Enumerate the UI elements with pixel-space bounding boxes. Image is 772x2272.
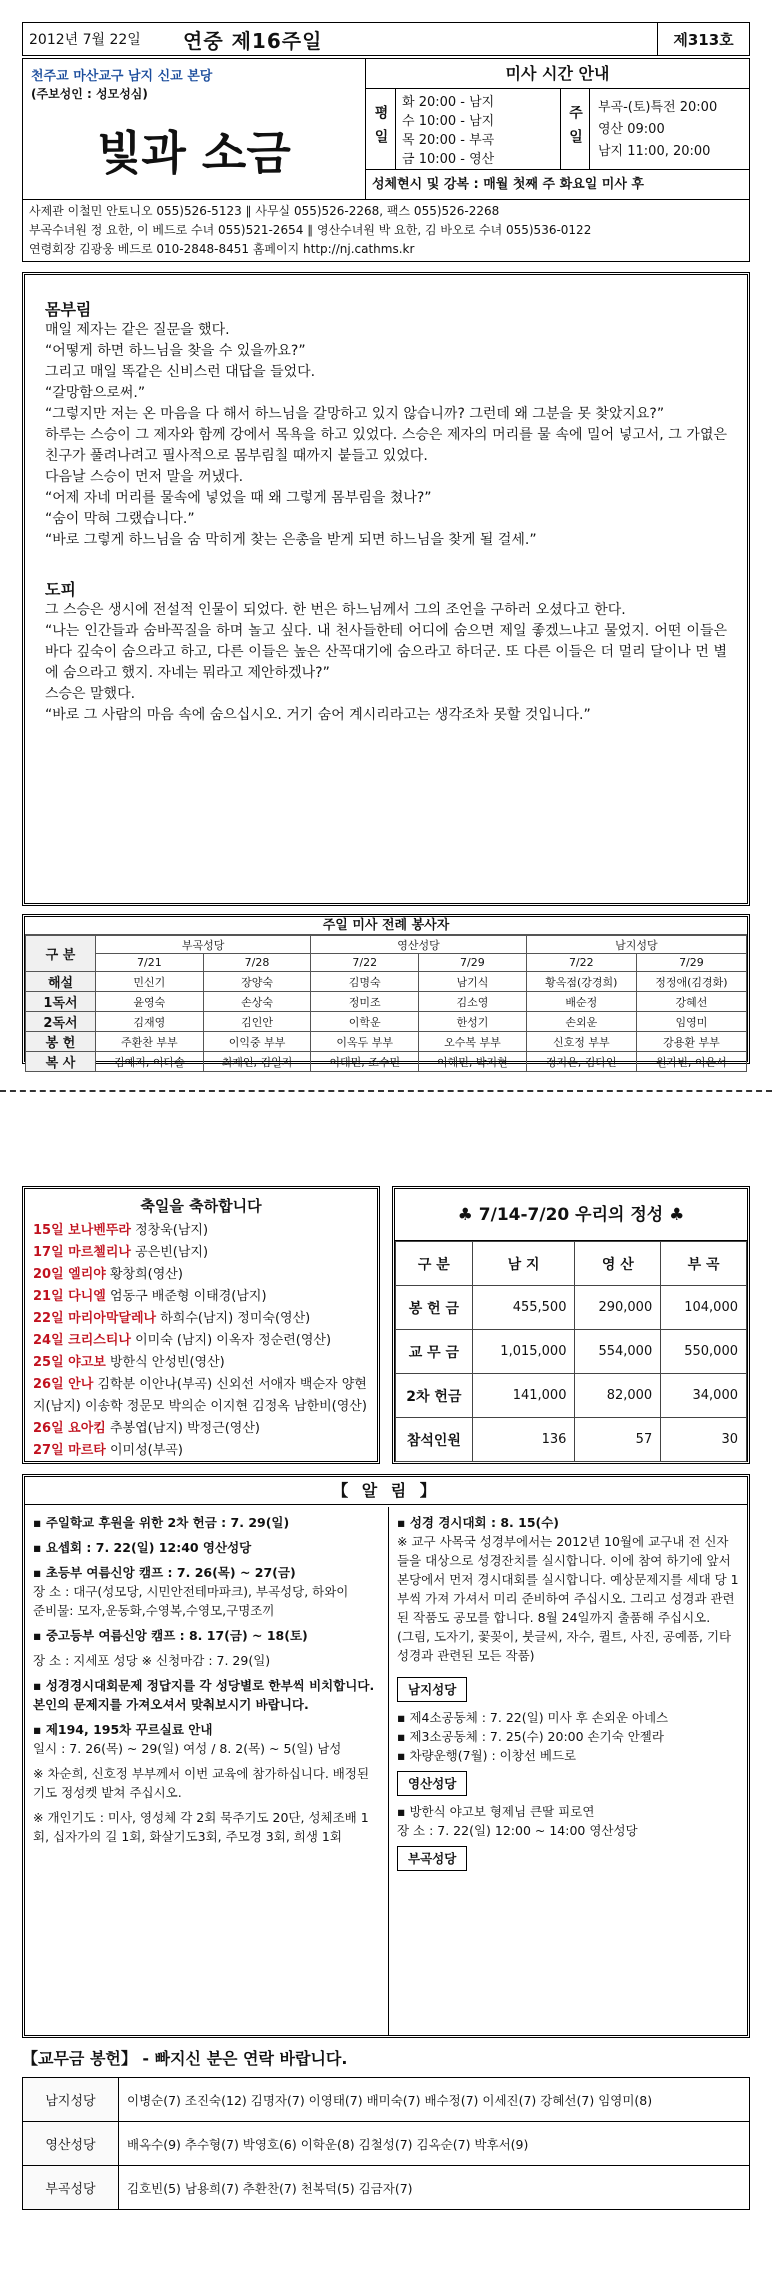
row-label: 교 무 금 xyxy=(396,1330,473,1374)
server-cell: 최재인, 김일지 xyxy=(203,1052,311,1072)
offering-value: 136 xyxy=(472,1418,575,1462)
feast-names: 추봉엽(남지) 박정근(영산) xyxy=(110,1421,260,1436)
feast-names: 방한식 안성빈(영산) xyxy=(110,1355,225,1370)
table-row xyxy=(23,2166,750,2210)
liturgy-servers xyxy=(22,914,750,1071)
announcements-right xyxy=(389,1507,747,2035)
row-label: 봉 헌 xyxy=(26,1032,96,1052)
tithe-names: 배옥수(9) 추수형(7) 박영호(6) 이학운(8) 김철성(7) 김옥순(7) 박후서(9) xyxy=(119,2122,750,2166)
feast-names: 김학분 이안나(부곡) 신외선 서애자 백순자 양현지(남지) 이송학 정문모 박의순 이지현 김정옥 남한비(영산) xyxy=(33,1377,367,1414)
weekday-mass: 금 10:00 - 영산 xyxy=(402,152,495,167)
story-line: 그리고 매일 똑같은 신비스런 대답을 들었다. xyxy=(45,364,316,380)
sunday-label: 주일 xyxy=(560,89,590,169)
parish-header: 영산성당 xyxy=(311,936,526,954)
notice-item: ※ 개인기도 : 미사, 영성체 각 2회 묵주기도 20단, 성체조배 1회, 십자가의 길 1회, 화살기도3회, 주모경 3회, 희생 1회 xyxy=(33,1810,369,1844)
offering-header: 부 곡 xyxy=(661,1242,747,1286)
notice-item: (그림, 도자기, 꽃꽂이, 붓글씨, 자수, 퀼트, 사진, 공예품, 기타 성경과 관련된 모든 작품) xyxy=(397,1629,732,1663)
servers-title: 주일 미사 전례 봉사자 xyxy=(25,917,747,935)
row-label: 2차 헌금 xyxy=(396,1374,473,1418)
offering-value: 1,015,000 xyxy=(472,1330,575,1374)
parish-header: 부곡성당 xyxy=(96,936,311,954)
feast-day: 17일 마르첼리나 xyxy=(33,1245,131,1260)
contact-line: 사제관 이철민 안토니오 055)526-5123 ∥ 사무실 055)526-2268, 팩스 055)526-2268 xyxy=(29,204,500,218)
weekday-mass: 화 20:00 - 남지 xyxy=(402,95,495,110)
offering-header: 구 분 xyxy=(396,1242,473,1286)
notice-item: ▪ 주일학교 후원을 위한 2차 헌금 : 7. 29(일) xyxy=(33,1515,290,1530)
server-cell: 황옥점(강경희) xyxy=(526,972,636,992)
row-label: 복 사 xyxy=(26,1052,96,1072)
notice-item: 준비물: 모자,운동화,수영복,수영모,구명조끼 xyxy=(33,1603,275,1618)
row-label: 참석인원 xyxy=(396,1418,473,1462)
server-cell: 손외운 xyxy=(526,1012,636,1032)
server-cell: 김소영 xyxy=(419,992,527,1012)
table-row xyxy=(396,1286,747,1330)
notice-item: ▪ 초등부 여름신앙 캠프 : 7. 26(목) ~ 27(금) xyxy=(33,1565,296,1580)
servers-table xyxy=(25,935,747,1072)
story-line: “숨이 막혀 그랬습니다.” xyxy=(45,511,195,527)
row-label: 영산성당 xyxy=(23,2122,119,2166)
row-label: 해설 xyxy=(26,972,96,992)
notice-item: ▪ 제194, 195차 꾸르실료 안내 xyxy=(33,1722,213,1737)
feast-names: 하희수(남지) 정미숙(영산) xyxy=(160,1311,311,1326)
sunday-mass: 영산 09:00 xyxy=(598,122,665,137)
server-cell: 오수복 부부 xyxy=(419,1032,527,1052)
notice-item: ▪ 제3소공동체 : 7. 25(수) 20:00 손기숙 안젤라 xyxy=(397,1729,664,1744)
server-cell: 주환찬 부부 xyxy=(96,1032,204,1052)
bulletin-page-1 xyxy=(22,22,750,1070)
contact-line: 부곡수녀원 정 요한, 이 베드로 수녀 055)521-2654 ∥ 영산수녀원 박 요한, 김 바오로 수녀 055)536-0122 xyxy=(29,223,592,237)
list-item xyxy=(33,1418,369,1440)
offering-table xyxy=(395,1241,747,1462)
offering-value: 82,000 xyxy=(575,1374,661,1418)
story-line: 다음날 스승이 먼저 말을 꺼냈다. xyxy=(45,469,244,485)
server-cell: 김예지, 이다솔 xyxy=(96,1052,204,1072)
feast-names: 황창희(영산) xyxy=(110,1267,183,1282)
notice-item: ▪ 차량운행(7월) : 이창선 베드로 xyxy=(397,1748,577,1763)
servers-col-label: 구 분 xyxy=(26,936,96,972)
mass-times-title: 미사 시간 안내 xyxy=(366,59,749,89)
contact-info xyxy=(22,200,750,262)
server-cell: 임영미 xyxy=(636,1012,746,1032)
weekday-label: 평일 xyxy=(366,89,396,169)
tithe-table xyxy=(22,2077,750,2210)
section-namji: 남지성당 xyxy=(397,1677,467,1702)
notice-item: ▪ 성경경시대회문제 정답지를 각 성당별로 한부씩 비치합니다. 본인의 문제지를 가져오셔서 맞춰보시기 바랍니다. xyxy=(33,1678,375,1712)
brand-block xyxy=(23,59,365,199)
offering-value: 57 xyxy=(575,1418,661,1462)
page-divider xyxy=(0,1090,772,1092)
server-cell: 민신기 xyxy=(96,972,204,992)
feast-title: 축일을 축하합니다 xyxy=(140,1197,262,1215)
server-cell: 이해민, 박지현 xyxy=(419,1052,527,1072)
offering-value: 554,000 xyxy=(575,1330,661,1374)
announcements-box xyxy=(22,1474,750,2038)
sunday-list xyxy=(598,97,717,163)
bulletin-page-2 xyxy=(22,1186,750,2256)
notice-item: ※ 차순희, 신호정 부부께서 이번 교육에 참가하십니다. 배정된 기도 정성켓 밭쳐 주십시오. xyxy=(33,1766,370,1800)
notice-item: 일시 : 7. 26(목) ~ 29(일) 여성 / 8. 2(목) ~ 5(일) 남성 xyxy=(33,1741,342,1756)
contact-line: 연령회장 김광웅 베드로 010-2848-8451 홈페이지 http://nj.cathms.kr xyxy=(29,242,415,256)
story-line: 스승은 말했다. xyxy=(45,686,136,702)
server-cell: 이옥두 부부 xyxy=(311,1032,419,1052)
offering-value: 141,000 xyxy=(472,1374,575,1418)
offering-header: 남 지 xyxy=(472,1242,575,1286)
row-label: 봉 헌 금 xyxy=(396,1286,473,1330)
notice-item: ▪ 요셉회 : 7. 22(일) 12:40 영산성당 xyxy=(33,1540,252,1555)
announcements-title: 【 알 림 】 xyxy=(25,1477,747,1505)
feast-day: 21일 다니엘 xyxy=(33,1289,106,1304)
tithe-names: 김호빈(5) 남용희(7) 추환찬(7) 천복덕(5) 김금자(7) xyxy=(119,2166,750,2210)
parish-header: 남지성당 xyxy=(526,936,746,954)
story-title: 몸부림 xyxy=(45,300,92,319)
reflection-box xyxy=(22,272,750,906)
server-cell: 이태민, 조수민 xyxy=(311,1052,419,1072)
adoration-note: 성체현시 및 강복 : 매월 첫째 주 화요일 미사 후 xyxy=(366,169,750,199)
server-cell: 정정애(김경화) xyxy=(636,972,746,992)
server-cell: 윤영숙 xyxy=(96,992,204,1012)
server-cell: 정미조 xyxy=(311,992,419,1012)
issue-bar xyxy=(22,22,750,56)
table-row xyxy=(396,1374,747,1418)
feast-day: 27일 마르타 xyxy=(33,1443,106,1458)
bulletin-title: 빛과 소금 xyxy=(97,126,291,180)
patron-saint: (주보성인 : 성모성심) xyxy=(31,87,148,101)
issue-number: 제313호 xyxy=(657,23,749,55)
offering-value: 290,000 xyxy=(575,1286,661,1330)
offering-header: 영 산 xyxy=(575,1242,661,1286)
row-label: 2독서 xyxy=(26,1012,96,1032)
list-item xyxy=(33,1352,369,1374)
offering-value: 34,000 xyxy=(661,1374,747,1418)
list-item xyxy=(33,1264,369,1286)
feast-names: 엄동구 배준형 이태경(남지) xyxy=(110,1289,267,1304)
story-line: “어떻게 하면 하느님을 찾을 수 있을까요?” xyxy=(45,343,306,359)
date-header: 7/28 xyxy=(203,954,311,972)
row-label: 1독서 xyxy=(26,992,96,1012)
feast-names: 이미성(부곡) xyxy=(110,1443,183,1458)
issue-date: 2012년 7월 22일 xyxy=(29,32,141,48)
list-item xyxy=(33,1440,369,1462)
table-row xyxy=(26,1012,747,1032)
server-cell: 한성기 xyxy=(419,1012,527,1032)
server-cell: 이학운 xyxy=(311,1012,419,1032)
offering-value: 455,500 xyxy=(472,1286,575,1330)
notice-item: ▪ 성경 경시대회 : 8. 15(수) xyxy=(397,1515,560,1530)
table-row xyxy=(23,2122,750,2166)
feast-day: 24일 크리스티나 xyxy=(33,1333,131,1348)
date-header: 7/22 xyxy=(526,954,636,972)
server-cell: 배순정 xyxy=(526,992,636,1012)
server-cell: 정지은, 김다인 xyxy=(526,1052,636,1072)
story-line: “바로 그 사람의 마음 속에 숨으십시오. 거기 숨어 계시리라고는 생각조차 못할 것입니다.” xyxy=(45,707,591,723)
table-row xyxy=(26,1052,747,1072)
notice-item: ▪ 방한식 야고보 형제님 큰딸 피로연 xyxy=(397,1804,595,1819)
tithe-names: 이병순(7) 조진숙(12) 김명자(7) 이영태(7) 배미숙(7) 배수정(7) 이세진(7) 강혜선(7) 임영미(8) xyxy=(119,2078,750,2122)
weekday-mass: 목 20:00 - 부곡 xyxy=(402,133,495,148)
section-yeongsan: 영산성당 xyxy=(397,1771,467,1796)
feast-day: 25일 야고보 xyxy=(33,1355,106,1370)
list-item xyxy=(33,1220,369,1242)
weekday-list xyxy=(402,93,494,169)
server-cell: 신호정 부부 xyxy=(526,1032,636,1052)
masthead xyxy=(22,58,750,200)
story-line: 그 스승은 생시에 전설적 인물이 되었다. 한 번은 하느님께서 그의 조언을 구하러 오셨다고 한다. xyxy=(45,602,626,618)
feast-day: 26일 안나 xyxy=(33,1377,94,1392)
list-item xyxy=(33,1308,369,1330)
feast-day: 20일 엘리야 xyxy=(33,1267,106,1282)
row-label: 남지성당 xyxy=(23,2078,119,2122)
server-cell: 장양숙 xyxy=(203,972,311,992)
server-cell: 김명숙 xyxy=(311,972,419,992)
server-cell: 손상숙 xyxy=(203,992,311,1012)
story-line: “어제 자네 머리를 물속에 넣었을 때 왜 그렇게 몸부림을 쳤나?” xyxy=(45,490,432,506)
section-bugok: 부곡성당 xyxy=(397,1846,467,1871)
date-header: 7/29 xyxy=(419,954,527,972)
story-line: 하루는 스승이 그 제자와 함께 강에서 목욕을 하고 있었다. 스승은 제자의 머리를 물 속에 밀어 넣고서, 그 가엾은 친구가 풀려나려고 필사적으로 몸부림칠 때까지 붙들고 있었다. xyxy=(45,427,727,464)
server-cell: 남기식 xyxy=(419,972,527,992)
parish-name: 천주교 마산교구 남지 신교 본당 xyxy=(31,69,213,84)
server-cell: 김재영 xyxy=(96,1012,204,1032)
announcements-left xyxy=(25,1507,389,2035)
list-item xyxy=(33,1242,369,1264)
feast-names: 공은빈(남지) xyxy=(135,1245,209,1260)
server-cell: 김인안 xyxy=(203,1012,311,1032)
server-cell: 강용환 부부 xyxy=(636,1032,746,1052)
notice-item: 장 소 : 7. 22(일) 12:00 ~ 14:00 영산성당 xyxy=(397,1823,638,1838)
table-row xyxy=(396,1418,747,1462)
date-header: 7/21 xyxy=(96,954,204,972)
notice-item: 장 소 : 지세포 성당 ※ 신청마감 : 7. 29(일) xyxy=(33,1653,271,1668)
notice-item: ▪ 중고등부 여름신앙 캠프 : 8. 17(금) ~ 18(토) xyxy=(33,1628,308,1643)
list-item xyxy=(33,1330,369,1352)
offering-title: ♣ 7/14-7/20 우리의 정성 ♣ xyxy=(395,1189,747,1241)
story-line: 매일 제자는 같은 질문을 했다. xyxy=(45,322,230,338)
table-row xyxy=(26,992,747,1012)
tithe-box xyxy=(22,2046,750,2256)
sunday-mass: 부곡-(토)특전 20:00 xyxy=(598,100,718,115)
tithe-title: 【교무금 봉헌】 - 빠지신 분은 연락 바랍니다. xyxy=(22,2049,348,2068)
feast-day-box xyxy=(22,1186,380,1464)
sunday-mass: 남지 11:00, 20:00 xyxy=(598,144,711,159)
feast-day: 26일 요아킴 xyxy=(33,1421,106,1436)
notice-item: ※ 교구 사목국 성경부에서는 2012년 10월에 교구내 전 신자들을 대상으로 성경잔치를 실시합니다. 이에 참여 하기에 앞서 본당에서 먼저 경시대회를 실시합니다. 예상문제지를 세대 당 1부씩 가져 가셔서 미리 준비하여 주십시오. 그리고 성경과 관련된 작품도 공모를 합니다. 8월 24일까지 출품해 주십시오. xyxy=(397,1534,739,1625)
feast-names: 정창욱(남지) xyxy=(135,1223,209,1238)
feast-day: 15일 보나벤뚜라 xyxy=(33,1223,131,1238)
date-header: 7/29 xyxy=(636,954,746,972)
feast-names: 이미숙 (남지) 이옥자 정순련(영산) xyxy=(135,1333,332,1348)
server-cell: 이익중 부부 xyxy=(203,1032,311,1052)
table-row xyxy=(26,1032,747,1052)
story-line: “바로 그렇게 하느님을 숨 막히게 찾는 은총을 받게 되면 하느님을 찾게 될 걸세.” xyxy=(45,532,537,548)
offering-value: 30 xyxy=(661,1418,747,1462)
row-label: 부곡성당 xyxy=(23,2166,119,2210)
story-line: “갈망함으로써.” xyxy=(45,385,146,401)
offering-value: 550,000 xyxy=(661,1330,747,1374)
story-title: 도피 xyxy=(45,580,76,599)
offering-value: 104,000 xyxy=(661,1286,747,1330)
weekday-mass: 수 10:00 - 남지 xyxy=(402,114,495,129)
table-row xyxy=(23,2078,750,2122)
mass-times xyxy=(365,59,749,199)
liturgical-week: 연중 제16주일 xyxy=(183,28,323,53)
story-line: “그렇지만 저는 온 마음을 다 해서 하느님을 갈망하고 있지 않습니까? 그런데 왜 그분을 못 찾았지요?” xyxy=(45,406,665,422)
list-item xyxy=(33,1374,369,1418)
notice-item: ▪ 제4소공동체 : 7. 22(일) 미사 후 손외운 아네스 xyxy=(397,1710,669,1725)
story-line: “나는 인간들과 숨바꼭질을 하며 놀고 싶다. 내 천사들한테 어디에 숨으면 제일 좋겠느냐고 물었지. 어떤 이들은 바다 깊숙이 숨으라고 하고, 다른 이들은 높은 산꼭대기에 숨으라고 하더군. 또 다른 이들은 더 멀리 달이나 먼 별에 숨으라고 했지. 자네는 뭐라고 제안하겠나?” xyxy=(45,623,727,681)
table-row xyxy=(26,972,747,992)
offering-box xyxy=(392,1186,750,1464)
feast-day: 22일 마리아막달레나 xyxy=(33,1311,157,1326)
list-item xyxy=(33,1286,369,1308)
date-header: 7/22 xyxy=(311,954,419,972)
server-cell: 원가빈, 이은서 xyxy=(636,1052,746,1072)
notice-item: 장 소 : 대구(성모당, 시민안전테마파크), 부곡성당, 하와이 xyxy=(33,1584,349,1599)
table-row xyxy=(396,1330,747,1374)
server-cell: 강혜선 xyxy=(636,992,746,1012)
